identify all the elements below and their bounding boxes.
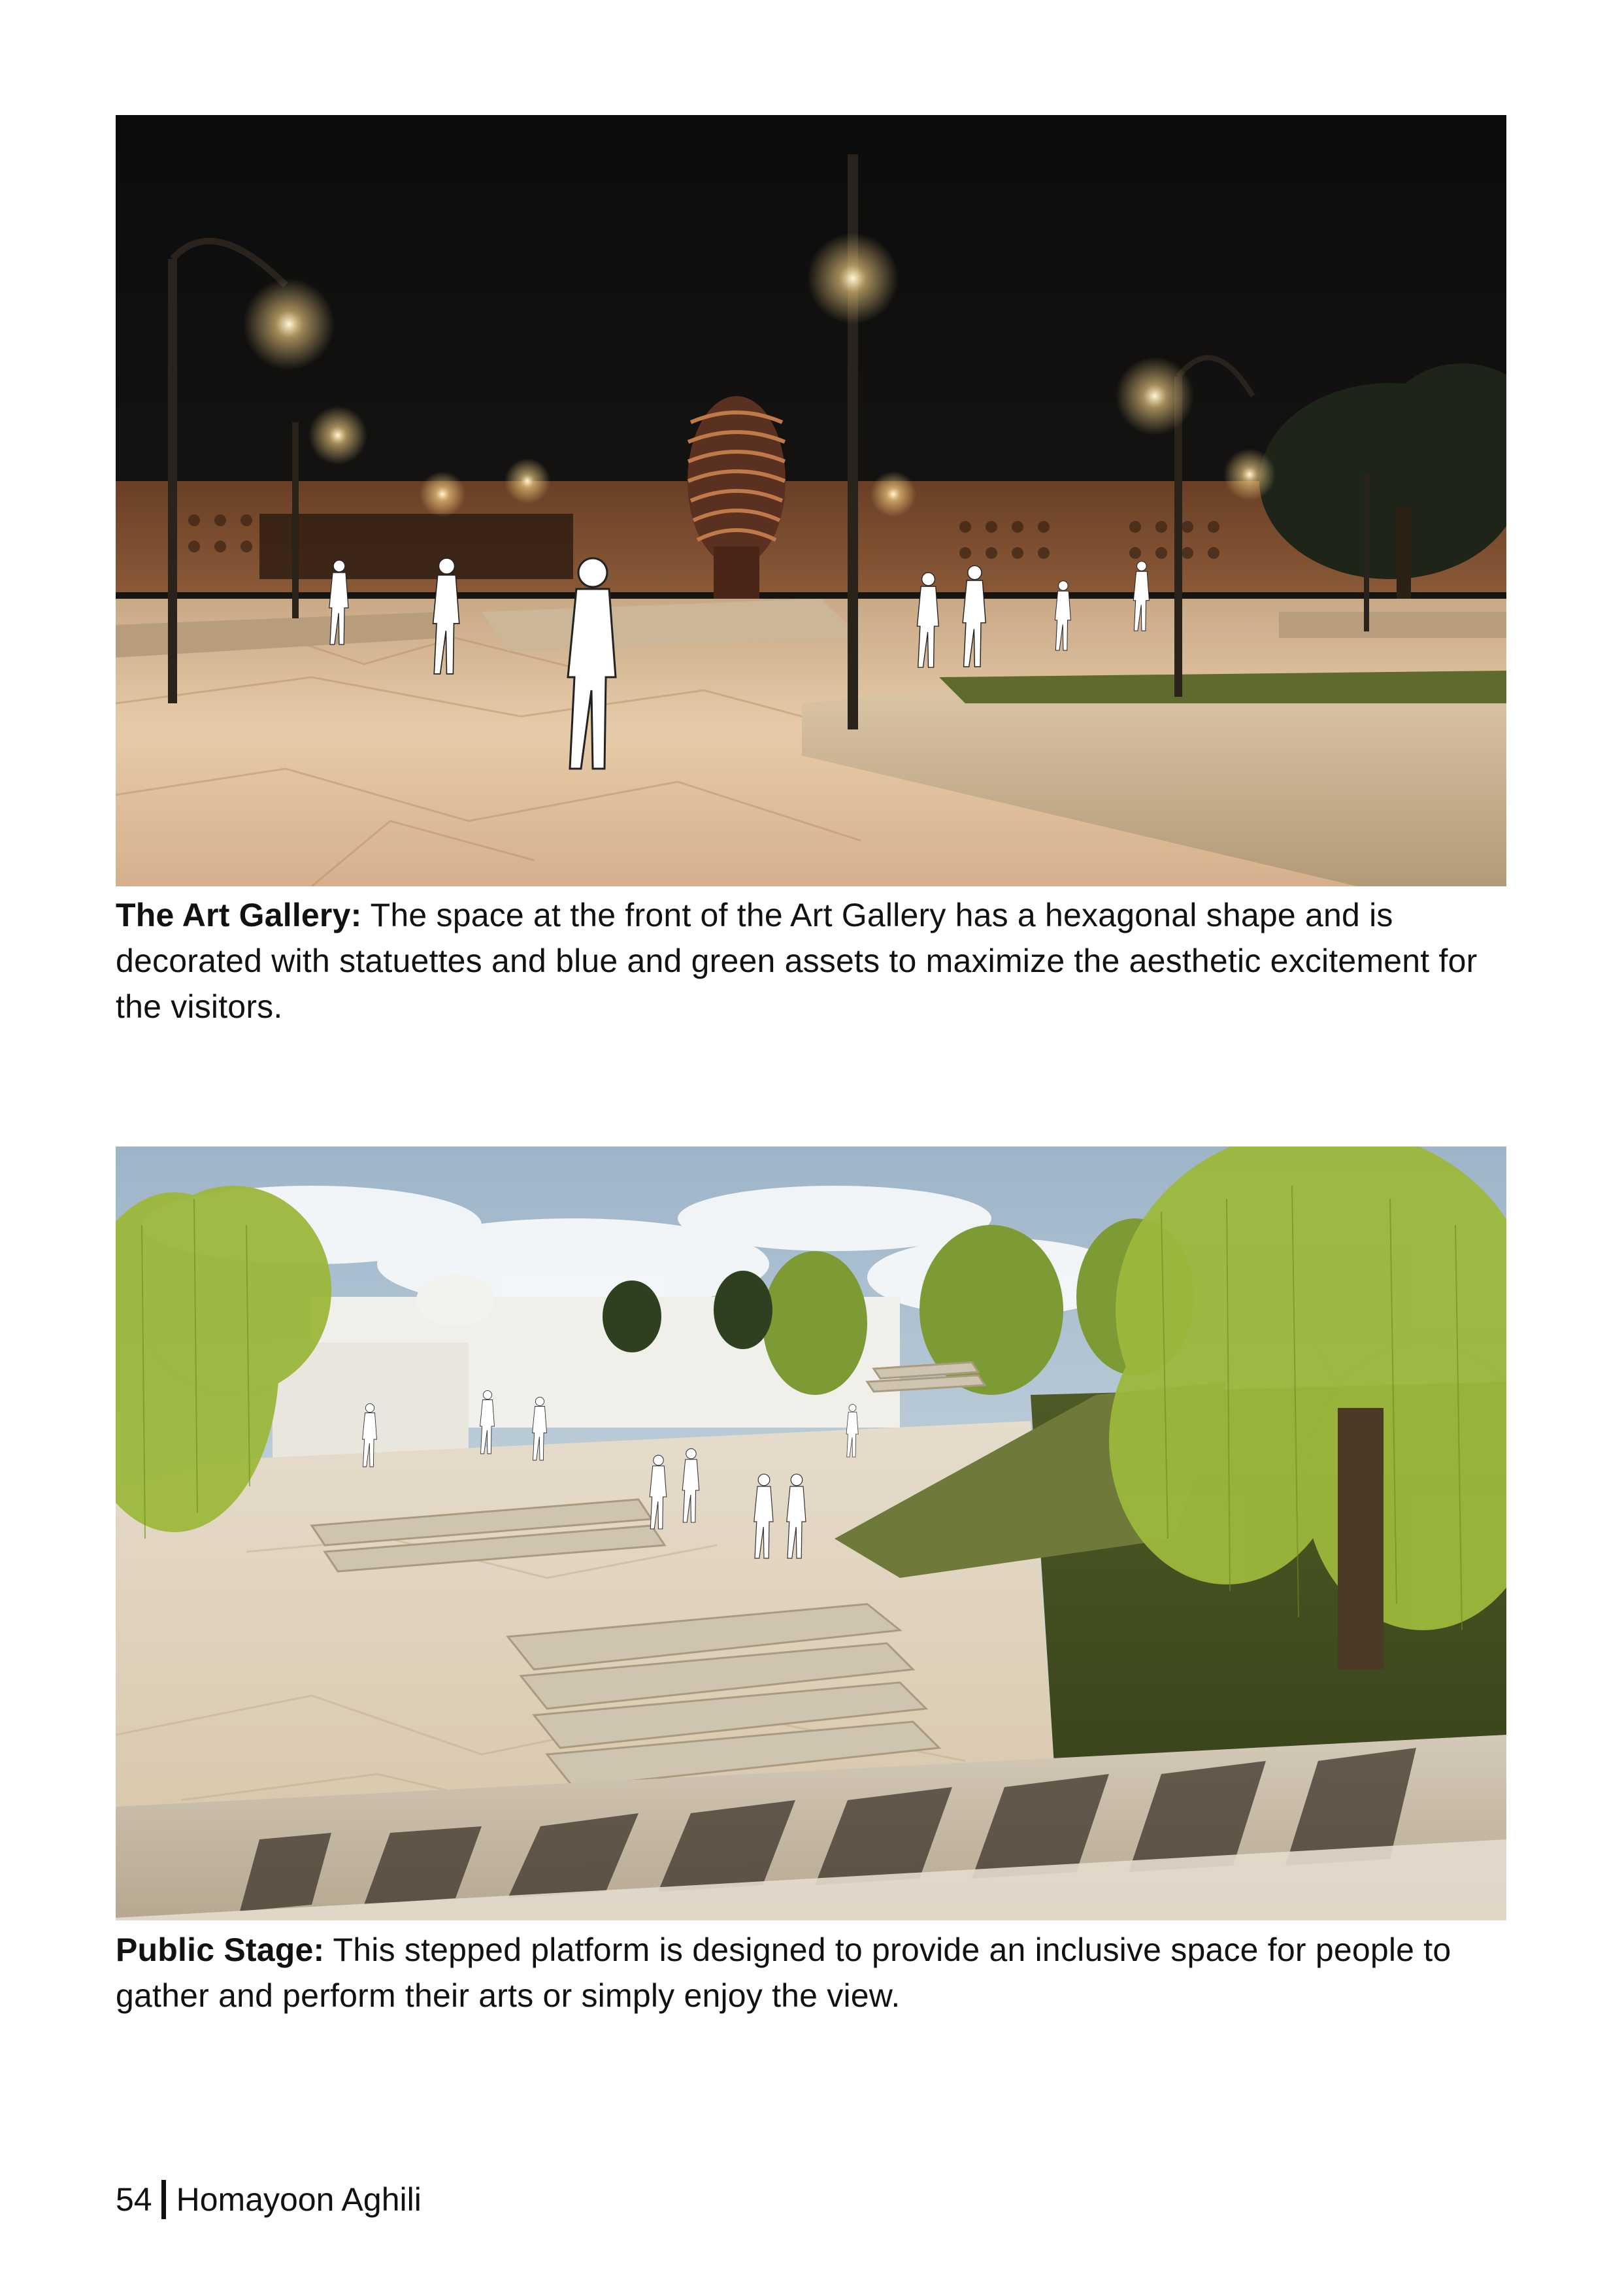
public-stage-description: This stepped platform is designed to provide an inclusive space for people to gather and perform their arts or simply enjoy the view. (116, 1932, 1451, 2014)
public-stage-caption (116, 1927, 1506, 2018)
page-number: 54 (116, 2181, 152, 2218)
art-gallery-description: The space at the front of the Art Gallery has a hexagonal shape and is decorated with statuettes and blue and green assets to maximize the aesthetic excitement for the visitors. (116, 897, 1478, 1025)
public-stage-render (116, 1146, 1506, 1920)
art-gallery-caption (116, 892, 1506, 1029)
author-name: Homayoon Aghili (176, 2181, 422, 2218)
footer-divider (161, 2180, 166, 2219)
public-stage-title: Public Stage: (116, 1932, 325, 1968)
page-footer (116, 2177, 422, 2222)
art-gallery-title: The Art Gallery: (116, 897, 362, 933)
art-gallery-render (116, 115, 1506, 886)
